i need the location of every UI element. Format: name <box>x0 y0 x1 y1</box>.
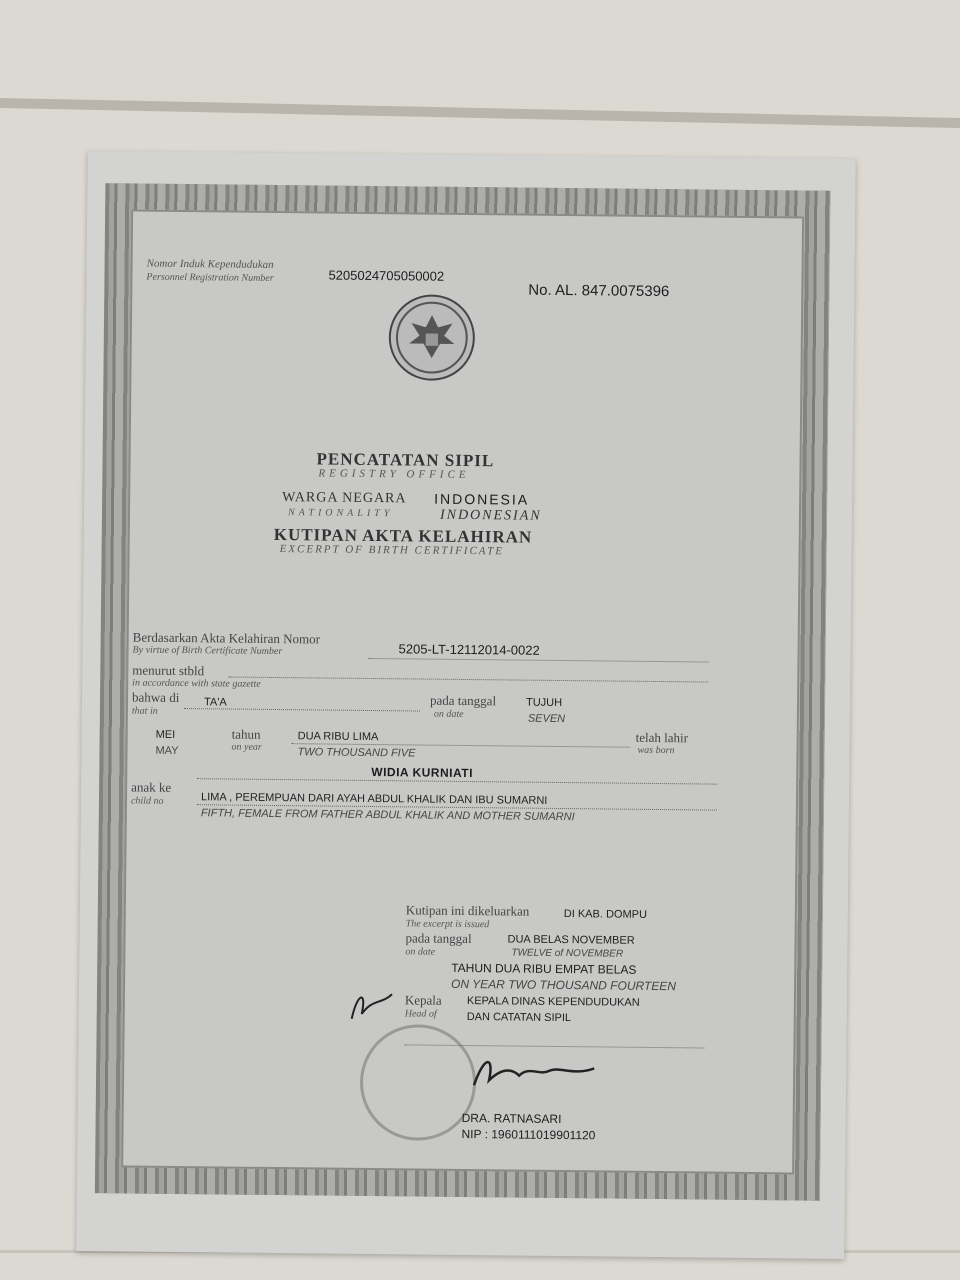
cert-number-value: 5205-LT-12112014-0022 <box>398 641 540 658</box>
official-name: DRA. RATNASARI <box>461 1110 562 1127</box>
issue-date-value: DUA BELAS NOVEMBER <box>507 933 635 947</box>
nationality-label: WARGA NEGARA <box>282 490 407 507</box>
nik-value: 5205024705050002 <box>328 267 445 284</box>
issue-date-label: pada tanggal <box>405 930 472 947</box>
dotted-line <box>184 708 420 711</box>
nik-label: Nomor Induk Kependudukan <box>146 257 274 271</box>
birth-certificate-document <box>76 151 855 1259</box>
official-nip: NIP : 1960111019901120 <box>461 1126 596 1143</box>
al-number: No. AL. 847.0075396 <box>528 281 670 301</box>
year-label-en: on year <box>231 741 262 753</box>
place-value: TA'A <box>203 696 227 709</box>
head-label: Kepala <box>404 992 442 1008</box>
child-no-label-en: child no <box>130 795 164 807</box>
year-label: tahun <box>231 726 261 742</box>
official-stamp-icon <box>359 1024 476 1141</box>
excerpt-title-en: EXCERPT OF BIRTH CERTIFICATE <box>279 543 505 558</box>
issued-label-en: The excerpt is issued <box>405 918 490 931</box>
month-value-en: MAY <box>155 744 179 757</box>
dotted-line <box>228 677 708 683</box>
issue-date-value-en: TWELVE of NOVEMBER <box>511 947 624 960</box>
day-value-en: SEVEN <box>527 712 566 726</box>
issue-year-value: TAHUN DUA RIBU EMPAT BELAS <box>451 960 637 977</box>
nik-label-en: Personnel Registration Number <box>146 271 274 284</box>
dotted-line <box>368 658 708 663</box>
excerpt-title: KUTIPAN AKTA KELAHIRAN <box>273 524 533 547</box>
born-label: telah lahir <box>635 729 689 746</box>
issued-label: Kutipan ini dikeluarkan <box>405 902 530 919</box>
year-value: DUA RIBU LIMA <box>297 730 379 744</box>
cert-number-label: Berdasarkan Akta Kelahiran Nomor <box>132 629 321 647</box>
cert-number-label-en: By virtue of Birth Certificate Number <box>132 644 283 658</box>
office-line-2: DAN CATATAN SIPIL <box>466 1011 572 1025</box>
nationality-value: INDONESIA <box>434 490 530 508</box>
stbld-label: menurut stbld <box>132 662 205 679</box>
child-no-label: anak ke <box>131 779 172 795</box>
date-label: pada tanggal <box>429 692 497 709</box>
date-label-en: on date <box>433 708 464 720</box>
born-label-en: was born <box>637 744 675 757</box>
stbld-label-en: in accordance with state gazette <box>132 677 261 690</box>
registry-title: PENCATATAN SIPIL <box>316 449 495 471</box>
child-name: WIDIA KURNIATI <box>371 765 474 781</box>
head-label-en: Head of <box>404 1008 437 1020</box>
nationality-label-en: NATIONALITY <box>287 507 394 520</box>
issued-place: DI KAB. DOMPU <box>563 908 647 921</box>
issue-year-value-en: ON YEAR TWO THOUSAND FOURTEEN <box>451 976 677 994</box>
office-line-1: KEPALA DINAS KEPENDUDUKAN <box>466 995 640 1009</box>
registry-title-en: REGISTRY OFFICE <box>318 467 470 482</box>
child-description-en: FIFTH, FEMALE FROM FATHER ABDUL KHALIK AND MOTHER SUMARNI <box>200 807 575 824</box>
nationality-value-en: INDONESIAN <box>439 507 542 524</box>
certificate-body <box>121 209 804 1174</box>
month-value: MEI <box>155 728 176 741</box>
year-value-en: TWO THOUSAND FIVE <box>297 746 416 760</box>
place-label: bahwa di <box>131 689 180 705</box>
floor-tile-edge <box>0 98 960 128</box>
child-description: LIMA , PEREMPUAN DARI AYAH ABDUL KHALIK DAN IBU SUMARNI <box>200 791 548 807</box>
place-label-en: that in <box>131 705 158 717</box>
issue-date-label-en: on date <box>405 946 436 958</box>
garuda-emblem-icon <box>388 294 475 381</box>
day-value: TUJUH <box>525 696 563 710</box>
